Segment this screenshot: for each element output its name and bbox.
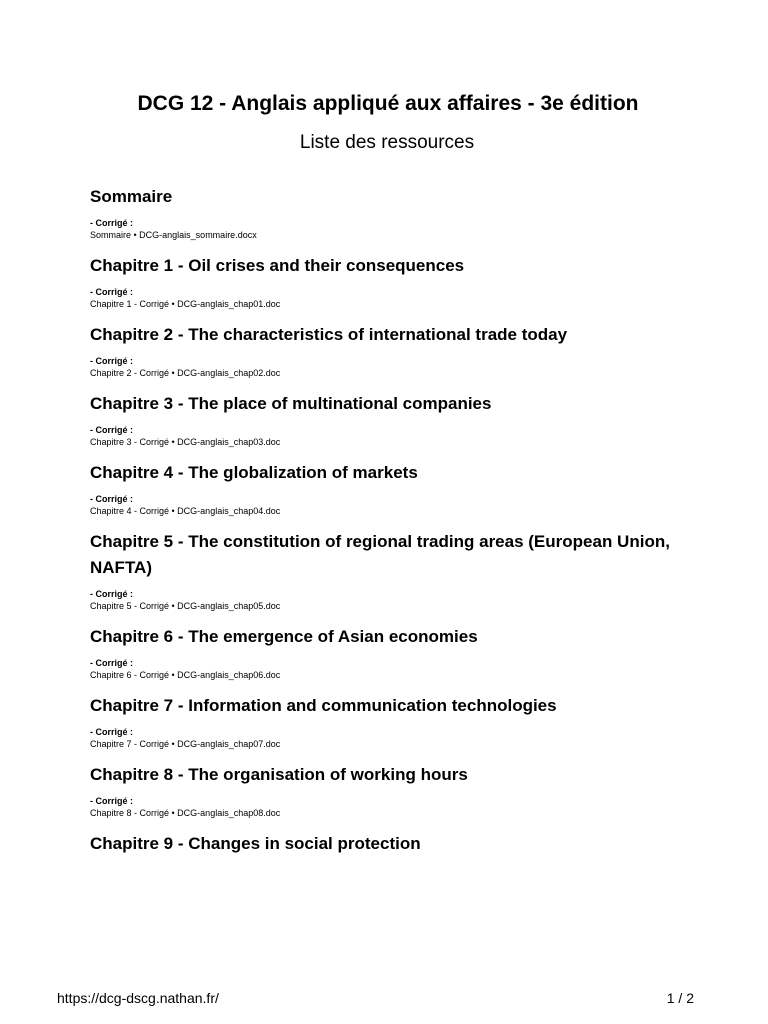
section-chapitre-9: [90, 831, 730, 857]
corrige-label: - Corrigé :: [90, 425, 134, 435]
section-chapitre-5: [90, 529, 730, 624]
section-title: Chapitre 1 - Oil crises and their consequences: [90, 256, 465, 275]
corrige-label: - Corrigé :: [90, 218, 134, 228]
resource-link[interactable]: Chapitre 2 - Corrigé • DCG-anglais_chap02.doc: [90, 368, 281, 378]
section-title: Sommaire: [90, 187, 173, 206]
resource-link[interactable]: Chapitre 5 - Corrigé • DCG-anglais_chap05.doc: [90, 601, 281, 611]
corrige-label: - Corrigé :: [90, 356, 134, 366]
section-title: Chapitre 6 - The emergence of Asian economies: [90, 627, 478, 646]
section-chapitre-6: [90, 624, 730, 693]
resource-link[interactable]: Chapitre 7 - Corrigé • DCG-anglais_chap07.doc: [90, 739, 281, 749]
section-title: Chapitre 4 - The globalization of markets: [90, 463, 418, 482]
resource-link[interactable]: Chapitre 4 - Corrigé • DCG-anglais_chap04.doc: [90, 506, 281, 516]
corrige-label: - Corrigé :: [90, 658, 134, 668]
section-title: Chapitre 5 - The constitution of regional trading areas (European Union, NAFTA): [90, 532, 670, 577]
corrige-label: - Corrigé :: [90, 796, 134, 806]
section-title: Chapitre 3 - The place of multinational companies: [90, 394, 492, 413]
resource-link[interactable]: Chapitre 1 - Corrigé • DCG-anglais_chap01.doc: [90, 299, 281, 309]
resource-link[interactable]: Chapitre 6 - Corrigé • DCG-anglais_chap06.doc: [90, 670, 281, 680]
corrige-label: - Corrigé :: [90, 727, 134, 737]
document-title: DCG 12 - Anglais appliqué aux affaires - 3e édition: [137, 92, 639, 115]
resource-list: [90, 184, 730, 857]
section-chapitre-4: [90, 460, 730, 529]
section-chapitre-1: [90, 253, 730, 322]
section-title: Chapitre 2 - The characteristics of international trade today: [90, 325, 568, 344]
section-chapitre-2: [90, 322, 730, 391]
page-number: 1 / 2: [666, 990, 694, 1006]
section-sommaire: [90, 184, 730, 253]
section-chapitre-7: [90, 693, 730, 762]
corrige-label: - Corrigé :: [90, 494, 134, 504]
corrige-label: - Corrigé :: [90, 589, 134, 599]
resource-link[interactable]: Chapitre 3 - Corrigé • DCG-anglais_chap03.doc: [90, 437, 281, 447]
section-title: Chapitre 7 - Information and communication technologies: [90, 696, 557, 715]
section-chapitre-8: [90, 762, 730, 831]
section-chapitre-3: [90, 391, 730, 460]
resource-link[interactable]: Chapitre 8 - Corrigé • DCG-anglais_chap08.doc: [90, 808, 281, 818]
resource-link[interactable]: Sommaire • DCG-anglais_sommaire.docx: [90, 230, 257, 240]
section-title: Chapitre 9 - Changes in social protection: [90, 834, 421, 853]
corrige-label: - Corrigé :: [90, 287, 134, 297]
footer-url[interactable]: https://dcg-dscg.nathan.fr/: [57, 990, 219, 1006]
document-subtitle: Liste des ressources: [299, 132, 475, 153]
section-title: Chapitre 8 - The organisation of working hours: [90, 765, 468, 784]
